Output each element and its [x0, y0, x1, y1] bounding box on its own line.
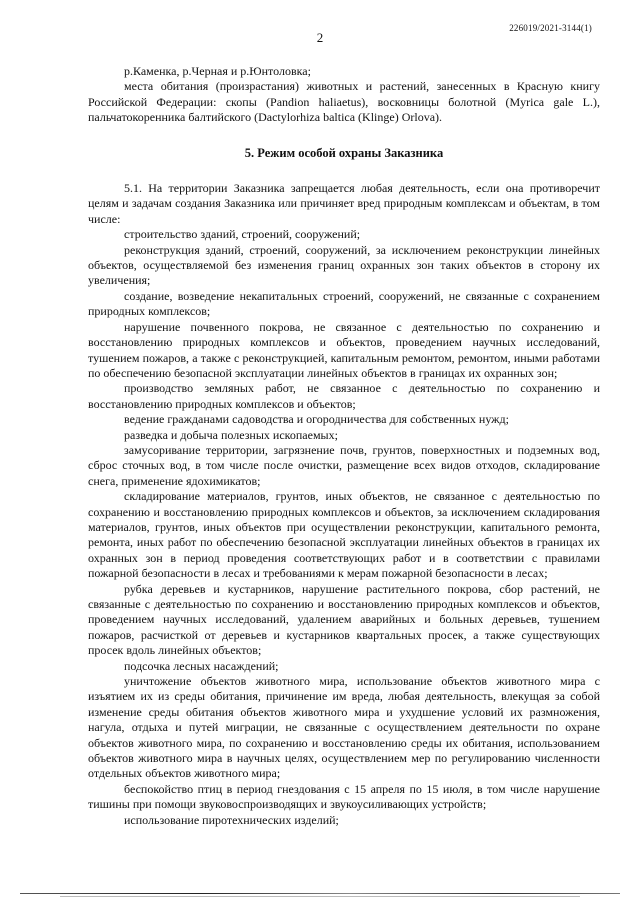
list-item: строительство зданий, строений, сооружений; [124, 227, 361, 242]
list-item: реконструкция зданий, строений, сооружений, за исключением реконструкции линейных объектов, осуществляемой без изменения границ охранных зон таких объектов в сторону их увеличения; [88, 242, 600, 288]
scan-edge-line [20, 893, 620, 894]
list-item: рубка деревьев и кустарников, нарушение растительного покрова, сбор растений, не связанные с деятельностью по сохранению и восстановлению природных комплексов и объектов, проведением научных исследований, удалением аварийных и больных деревьев, тушением пожаров, расчисткой от деревьев и кустарников квартальных просек, а также существующих просек вдоль линейных объектов; [88, 581, 600, 658]
list-item: ведение гражданами садоводства и огородничества для собственных нужд; [124, 412, 509, 427]
section-heading: 5. Режим особой охраны Заказника [244, 145, 444, 160]
scan-edge-line-faint [60, 896, 580, 897]
list-item: уничтожение объектов животного мира, использование объектов животного мира с изъятием их из среды обитания, причинение им вреда, любая деятельность, влекущая за собой изменение среды обитания объектов животного мира и ухудшение условий их размножения, нагула, отдыха и путей миграции, не связанные с осуществлением деятельности по охране объектов животного мира, по сохранению и восстановлению среды их обитания, использованием объектов животного мира в научных целях, осуществлением мер по регулированию численности отдельных объектов животного мира; [88, 674, 600, 781]
paragraph: места обитания (произрастания) животных и растений, занесенных в Красную книгу Российской Федерации: скопы (Pandion haliaetus), восковницы болотной (Myrica gale L.), пальчатокоренника балтийского (Dactylorhiza baltica (Klinge) Orlova). [88, 79, 600, 125]
list-item: использование пиротехнических изделий; [124, 812, 339, 827]
page-number: 2 [316, 30, 324, 45]
list-item: разведка и добыча полезных ископаемых; [124, 427, 338, 442]
list-item: производство земляных работ, не связанное с деятельностью по сохранению и восстановлению природных комплексов и объектов; [88, 381, 600, 411]
list-item: замусоривание территории, загрязнение почв, грунтов, поверхностных и подземных вод, сброс сточных вод, в том числе после очистки, размещение всех видов отходов, складирование снега, применение ядохимикатов; [88, 442, 600, 488]
list-item: нарушение почвенного покрова, не связанное с деятельностью по сохранению и восстановлению природных комплексов и объектов, проведением научных исследований, тушением пожаров, а также с реконструкцией, капитальным ремонтом, ремонтом, иными работами по обеспечению безопасной эксплуатации линейных объектов в границах их охранных зон; [88, 319, 600, 380]
list-item: создание, возведение некапитальных строений, сооружений, не связанные с сохранением природных комплексов; [88, 288, 600, 319]
list-item: складирование материалов, грунтов, иных объектов, не связанное с деятельностью по сохранению и восстановлению природных комплексов и объектов, за исключением складирования материалов, грунтов, иных объектов при осуществлении реконструкции, капитального ремонта, ремонта, иных работ по обеспечению безопасной эксплуатации линейных объектов в границах их охранных зон в период проведения соответствующих работ и в соответствии с правилами пожарной безопасности в лесах и требованиями к мерам пожарной безопасности в лесах; [88, 489, 600, 581]
document-code: 226019/2021-3144(1) [509, 23, 592, 33]
paragraph: р.Каменка, р.Черная и р.Юнтоловка; [124, 64, 311, 78]
list-item: подсочка лесных насаждений; [124, 658, 279, 673]
list-item: беспокойство птиц в период гнездования с 15 апреля по 15 июля, в том числе нарушение тишины при помощи звуковоспроизводящих и звукоусиливающих устройств; [88, 781, 600, 812]
document-body [88, 64, 600, 828]
paragraph: 5.1. На территории Заказника запрещается любая деятельность, если она противоречит целям и задачам создания Заказника или причиняет вред природным комплексам и объектам, в том числе: [88, 181, 600, 226]
